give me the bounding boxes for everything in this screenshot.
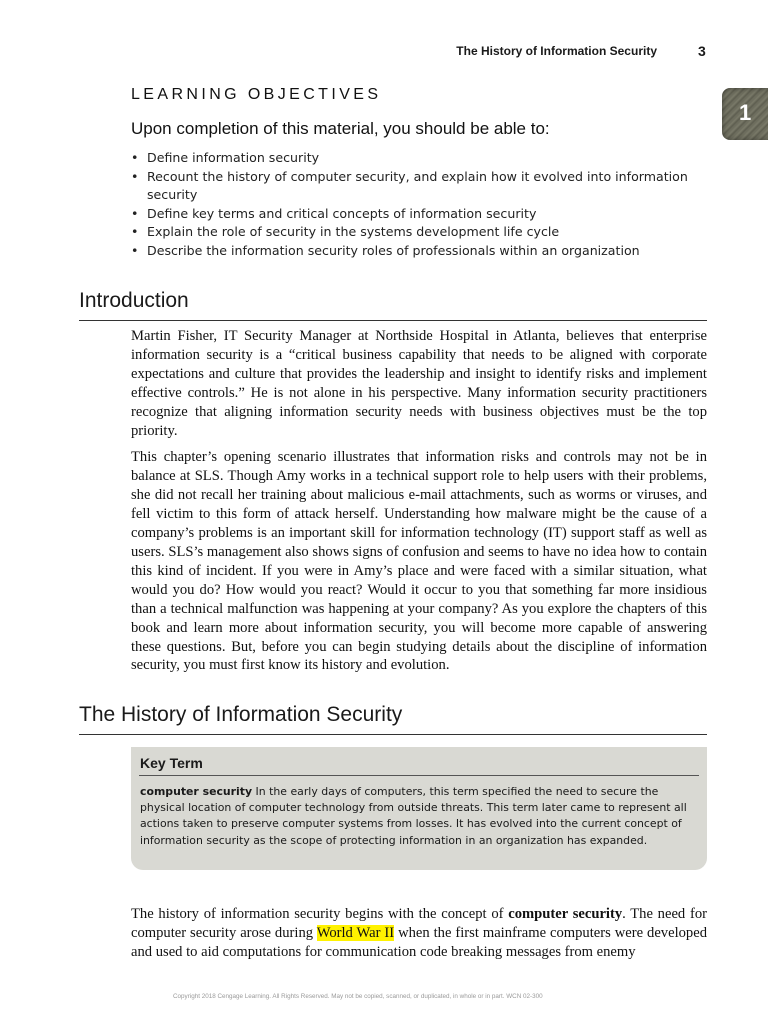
copyright-notice: Copyright 2018 Cengage Learning. All Rights Reserved. May not be copied, scanned, or duplicated, in whole or in part. WCN 02-300: [173, 993, 543, 1000]
running-header: [0, 44, 768, 60]
key-term-word: computer security: [140, 785, 253, 798]
history-text: . The need for computer security arose during: [131, 906, 707, 941]
introduction-rule: [79, 320, 707, 321]
history-heading: The History of Information Security: [79, 703, 403, 726]
running-title: The History of Information Security: [456, 44, 657, 58]
objective-item: • Define information security: [131, 149, 691, 168]
highlighted-text[interactable]: World War II: [316, 924, 395, 941]
learning-objectives-heading: LEARNING OBJECTIVES: [131, 86, 382, 103]
learning-objectives-list: [131, 149, 691, 260]
key-term-heading: Key Term: [140, 755, 203, 771]
objective-item: • Define key terms and critical concepts of information security: [131, 205, 691, 224]
objective-item: • Explain the role of security in the systems development life cycle: [131, 223, 691, 242]
page-number: 3: [698, 43, 706, 59]
key-term-rule: [139, 775, 699, 776]
key-term-box: [131, 747, 707, 870]
objective-item: • Recount the history of computer security, and explain how it evolved into information security: [131, 168, 691, 205]
introduction-paragraph: This chapter’s opening scenario illustrates that information risks and controls may not be in balance at SLS. Though Amy works in a technical support role to help users with their problems, she did not recall her training about malicious e-mail attachments, such as worms or viruses, and fell victim to this form of attack herself. Understanding how malware might be the cause of a company’s problems is an important skill for information technology (IT) support staff as well as users. SLS’s management also shows signs of confusion and seems to have no idea how to contain this kind of incident. If you were in Amy’s place and were faced with a similar situation, what would you do? How would you react? Would it occur to you that something far more insidious than a technical malfunction was happening at your company? As you explore the chapters of this book and learn more about information security, you will become more capable of answering these questions. But, before you can begin studying details about the discipline of information security, you must first know its history and evolution.: [131, 449, 707, 674]
chapter-tab: [722, 88, 768, 140]
key-term-definition-text: In the early days of computers, this term specified the need to secure the physical location of computer technology from outside threats. This term later came to represent all actions taken to preserve computer systems from losses. It has evolved into the current concept of information security as the scope of protecting information in an organization has expanded.: [140, 785, 687, 847]
history-rule: [79, 734, 707, 735]
learning-objectives-intro: Upon completion of this material, you should be able to:: [131, 119, 550, 138]
objective-item: • Describe the information security roles of professionals within an organization: [131, 242, 691, 261]
history-text: when the first mainframe computers were developed and used to aid computations for communication code breaking messages from enemy: [131, 924, 708, 960]
history-text: The history of information security begins with the concept of: [131, 906, 509, 922]
chapter-tab-number: 1: [739, 100, 752, 125]
history-body: [131, 905, 707, 970]
history-paragraph: [131, 905, 707, 962]
introduction-body: [131, 327, 707, 683]
key-term-definition: [140, 784, 700, 849]
history-term-bold: computer security: [508, 906, 623, 922]
introduction-heading: Introduction: [79, 289, 189, 312]
introduction-paragraph: Martin Fisher, IT Security Manager at Northside Hospital in Atlanta, believes that enterprise information security is a “critical business capability that needs to be aligned with corporate expectations and culture that provides the leadership and insight to identify risks and implement effective controls.” He is not alone in his perspective. Many information security practitioners recognize that aligning information security needs with business objectives must be the top priority.: [131, 328, 707, 439]
